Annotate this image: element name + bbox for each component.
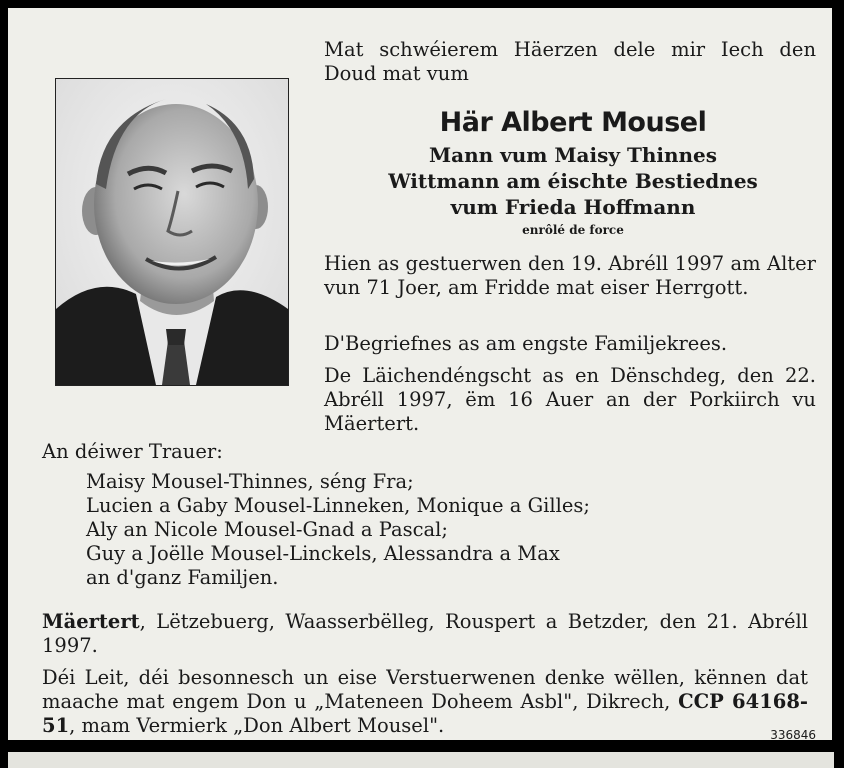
ccp-account: CCP 64168-51 (42, 690, 808, 737)
intro-text: Mat schwéierem Häerzen dele mir Iech den Doud mat vum (324, 38, 816, 85)
obituary-notice (8, 8, 832, 740)
deceased-spouse-line: Mann vum Maisy Thinnes (428, 143, 718, 167)
mourner-line: Maisy Mousel-Thinnes, séng Fra; (86, 470, 414, 493)
next-notice-edge (8, 752, 834, 768)
deceased-first-wife-line: vum Frieda Hoffmann (450, 195, 696, 219)
death-text: Hien as gestuerwen den 19. Abréll 1997 am Alter vun 71 Joer, am Fridde mat eiser Herrgott. (324, 252, 816, 299)
place-date-text (42, 610, 808, 658)
burial-text: D'Begriefnes as am engste Familjekrees. (324, 332, 728, 355)
donation-text (42, 666, 808, 738)
portrait-photo (55, 78, 289, 386)
mourner-line: Lucien a Gaby Mousel-Linneken, Monique a Gilles; (86, 494, 590, 517)
mourners-heading: An déiwer Trauer: (42, 440, 223, 463)
deceased-note: enrôlé de force (522, 223, 624, 237)
donation-intro: Déi Leit, déi besonnesch un eise Verstuerwenen denke wëllen, kënnen dat maache mat engem Don u „Mateneen Doheem Asbl", Dikrech, (42, 666, 808, 713)
place-name: Mäertert (42, 610, 140, 633)
mourner-line: an d'ganz Familjen. (86, 566, 279, 589)
mourner-line: Aly an Nicole Mousel-Gnad a Pascal; (86, 518, 448, 541)
deceased-widower-line: Wittmann am éischte Bestiednes (388, 169, 758, 193)
mourner-line: Guy a Joëlle Mousel-Linckels, Alessandra a Max (86, 542, 560, 565)
place-rest: , Lëtzebuerg, Waasserbëlleg, Rouspert a Betzder, den 21. Abréll 1997. (42, 610, 808, 657)
donation-tail: , mam Vermierk „Don Albert Mousel". (69, 714, 445, 737)
deceased-name: Här Albert Mousel (439, 107, 707, 138)
mourners-list (86, 470, 806, 590)
mass-text: De Läichendéngscht as en Dënschdeg, den 22. Abréll 1997, ëm 16 Auer an der Porkiirch vu Mäertert. (324, 364, 816, 435)
reference-number: 336846 (770, 728, 816, 742)
